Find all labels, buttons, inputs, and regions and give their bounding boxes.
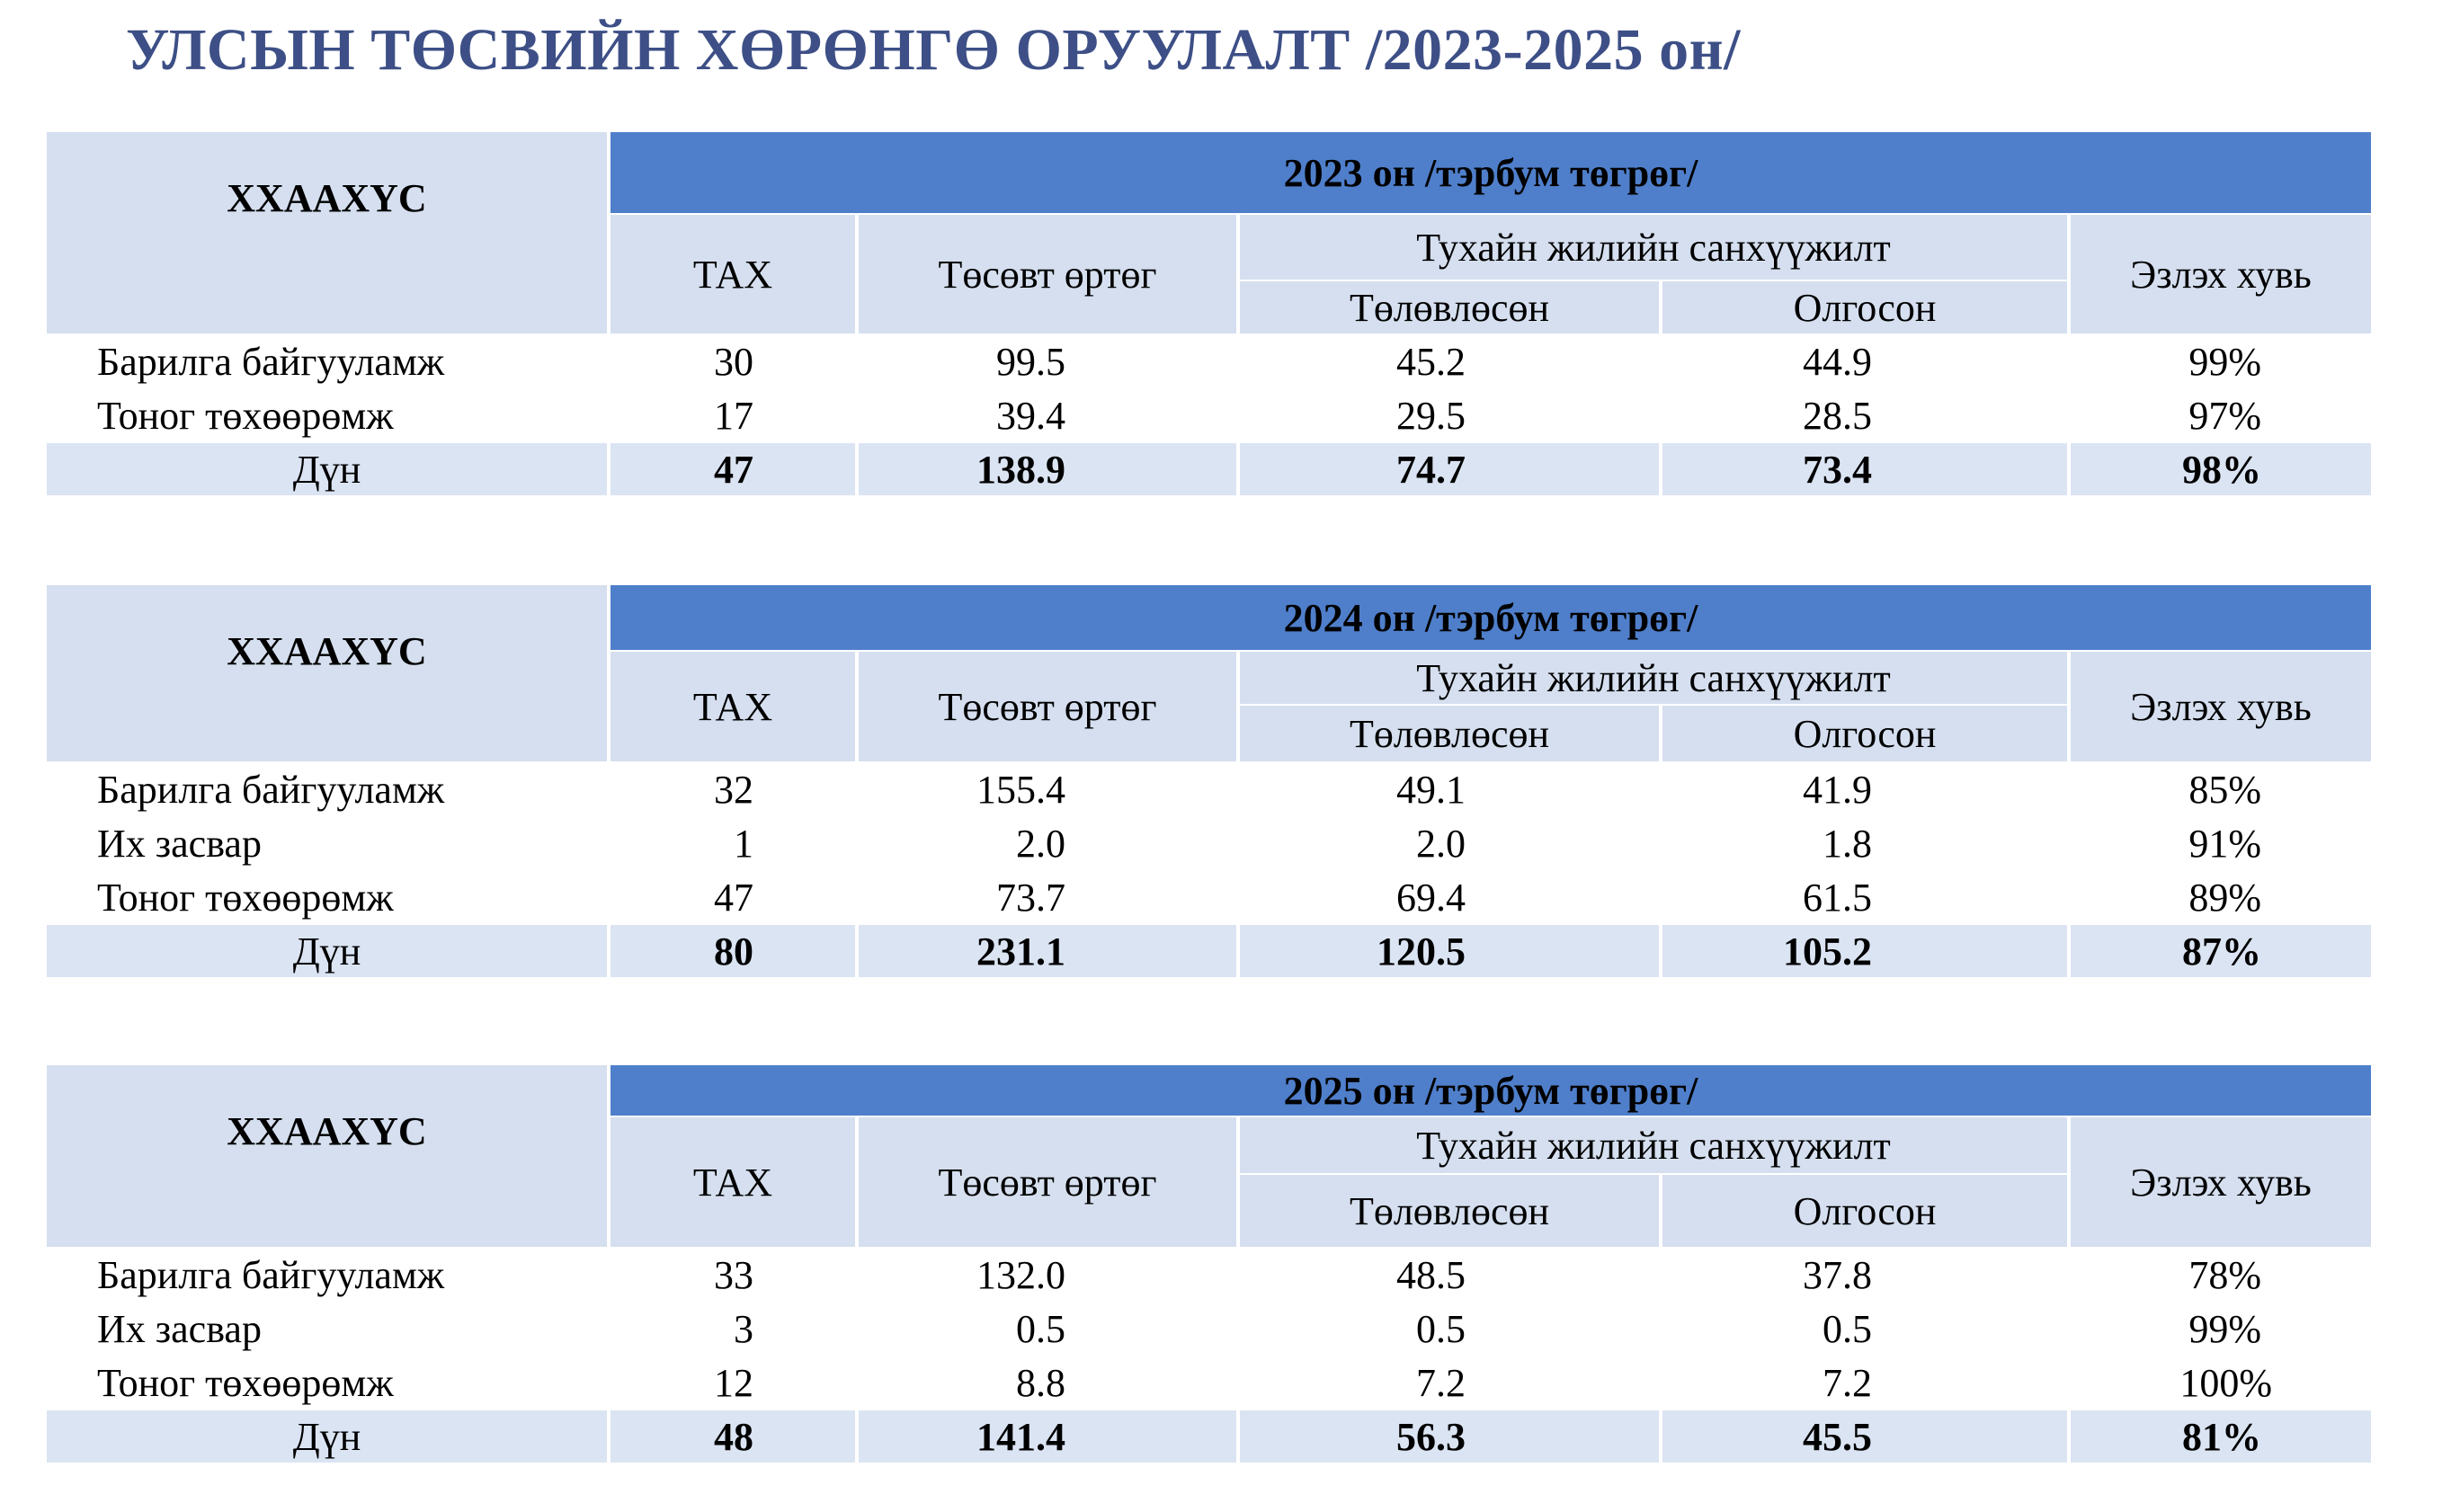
row-budget: 155.4 (859, 763, 1236, 815)
table-row (47, 389, 2371, 441)
year-header: 2023 он /тэрбум төгрөг/ (611, 132, 2371, 213)
row-tax: 33 (611, 1249, 855, 1301)
row-budget: 132.0 (859, 1249, 1236, 1301)
row-name: Их засвар (47, 817, 607, 869)
tax-header: ТАХ (611, 652, 855, 761)
tax-header: ТАХ (611, 215, 855, 334)
row-name: Их засвар (47, 1303, 607, 1355)
row-tax: 17 (611, 389, 855, 441)
row-budget: 99.5 (859, 335, 1236, 387)
row-received: 0.5 (1662, 1303, 2067, 1355)
page-title: УЛСЫН ТӨСВИЙН ХӨРӨНГӨ ОРУУЛАЛТ /2023-2025 он/ (126, 17, 1741, 83)
planned-header: Төлөвлөсөн (1240, 706, 1659, 761)
total-share: 87% (2071, 925, 2371, 977)
funding-header: Тухайн жилийн санхүүжилт (1240, 215, 2067, 280)
total-budget: 231.1 (859, 925, 1236, 977)
row-planned: 7.2 (1240, 1356, 1659, 1409)
row-planned: 45.2 (1240, 335, 1659, 387)
row-received: 44.9 (1662, 335, 2067, 387)
planned-header: Төлөвлөсөн (1240, 1175, 1659, 1247)
row-received: 61.5 (1662, 871, 2067, 923)
received-header: Олгосон (1662, 281, 2067, 334)
funding-header: Тухайн жилийн санхүүжилт (1240, 1117, 2067, 1173)
table-row (47, 1356, 2371, 1409)
table-2023 (43, 130, 2375, 497)
row-tax: 12 (611, 1356, 855, 1409)
row-budget: 2.0 (859, 817, 1236, 869)
total-received: 105.2 (1662, 925, 2067, 977)
table-row (47, 871, 2371, 923)
entity-header: ХХААХҮС (47, 132, 607, 334)
row-planned: 2.0 (1240, 817, 1659, 869)
total-budget: 138.9 (859, 443, 1236, 495)
total-planned: 74.7 (1240, 443, 1659, 495)
received-header: Олгосон (1662, 706, 2067, 761)
tax-header: ТАХ (611, 1117, 855, 1247)
table-row (47, 763, 2371, 815)
row-received: 28.5 (1662, 389, 2067, 441)
row-tax: 32 (611, 763, 855, 815)
row-share: 99% (2071, 1303, 2371, 1355)
row-tax: 47 (611, 871, 855, 923)
row-share: 78% (2071, 1249, 2371, 1301)
entity-header: ХХААХҮС (47, 1065, 607, 1247)
row-tax: 30 (611, 335, 855, 387)
row-name: Барилга байгууламж (47, 335, 607, 387)
total-budget: 141.4 (859, 1410, 1236, 1463)
row-received: 1.8 (1662, 817, 2067, 869)
row-budget: 8.8 (859, 1356, 1236, 1409)
row-planned: 29.5 (1240, 389, 1659, 441)
row-planned: 49.1 (1240, 763, 1659, 815)
budget-header: Төсөвт өртөг (859, 652, 1236, 761)
total-tax: 48 (611, 1410, 855, 1463)
total-share: 98% (2071, 443, 2371, 495)
table-row (47, 1303, 2371, 1355)
row-name: Барилга байгууламж (47, 1249, 607, 1301)
row-tax: 1 (611, 817, 855, 869)
budget-header: Төсөвт өртөг (859, 1117, 1236, 1247)
row-name: Тоног төхөөрөмж (47, 1356, 607, 1409)
row-budget: 73.7 (859, 871, 1236, 923)
total-row (47, 1410, 2371, 1463)
row-share: 89% (2071, 871, 2371, 923)
total-tax: 47 (611, 443, 855, 495)
row-share: 97% (2071, 389, 2371, 441)
row-received: 7.2 (1662, 1356, 2067, 1409)
row-name: Барилга байгууламж (47, 763, 607, 815)
received-header: Олгосон (1662, 1175, 2067, 1247)
row-share: 85% (2071, 763, 2371, 815)
share-header: Эзлэх хувь (2071, 652, 2371, 761)
total-label: Дүн (47, 443, 607, 495)
total-planned: 120.5 (1240, 925, 1659, 977)
total-tax: 80 (611, 925, 855, 977)
total-received: 73.4 (1662, 443, 2067, 495)
table-2025 (43, 1063, 2375, 1464)
row-share: 100% (2071, 1356, 2371, 1409)
row-received: 41.9 (1662, 763, 2067, 815)
row-budget: 0.5 (859, 1303, 1236, 1355)
row-budget: 39.4 (859, 389, 1236, 441)
entity-header: ХХААХҮС (47, 585, 607, 761)
funding-header: Тухайн жилийн санхүүжилт (1240, 652, 2067, 704)
total-row (47, 925, 2371, 977)
row-name: Тоног төхөөрөмж (47, 389, 607, 441)
row-name: Тоног төхөөрөмж (47, 871, 607, 923)
row-received: 37.8 (1662, 1249, 2067, 1301)
year-header: 2024 он /тэрбум төгрөг/ (611, 585, 2371, 650)
planned-header: Төлөвлөсөн (1240, 281, 1659, 334)
table-row (47, 817, 2371, 869)
share-header: Эзлэх хувь (2071, 1117, 2371, 1247)
total-label: Дүн (47, 1410, 607, 1463)
total-planned: 56.3 (1240, 1410, 1659, 1463)
row-planned: 48.5 (1240, 1249, 1659, 1301)
row-planned: 0.5 (1240, 1303, 1659, 1355)
total-label: Дүн (47, 925, 607, 977)
share-header: Эзлэх хувь (2071, 215, 2371, 334)
total-received: 45.5 (1662, 1410, 2067, 1463)
row-tax: 3 (611, 1303, 855, 1355)
total-share: 81% (2071, 1410, 2371, 1463)
table-row (47, 335, 2371, 387)
table-2024 (43, 583, 2375, 979)
total-row (47, 443, 2371, 495)
row-share: 91% (2071, 817, 2371, 869)
row-share: 99% (2071, 335, 2371, 387)
year-header: 2025 он /тэрбум төгрөг/ (611, 1065, 2371, 1116)
row-planned: 69.4 (1240, 871, 1659, 923)
budget-header: Төсөвт өртөг (859, 215, 1236, 334)
table-row (47, 1249, 2371, 1301)
